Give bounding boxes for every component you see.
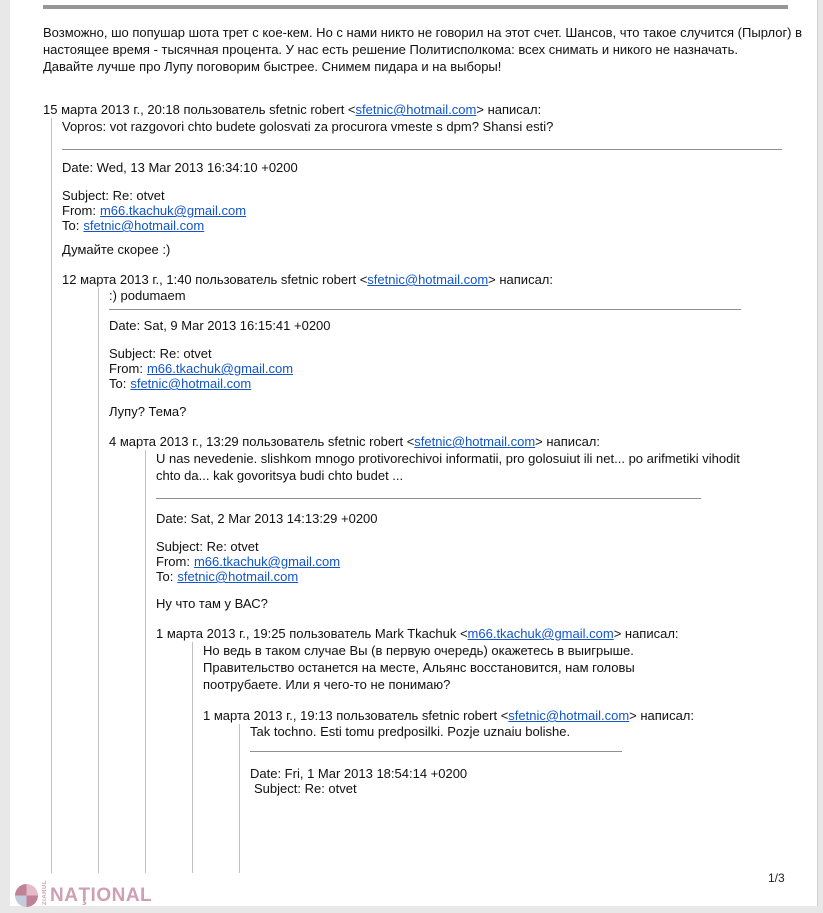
to-label: To: — [109, 376, 127, 391]
separator-rule — [62, 149, 782, 150]
quote-attribution-2 — [62, 271, 786, 288]
attribution-text: > написал: — [613, 626, 679, 641]
quoted-email-level-4 — [192, 642, 786, 873]
separator-rule — [109, 309, 741, 310]
separator-rule — [156, 498, 701, 499]
logo-vertical-text: ZIARUL — [42, 880, 48, 905]
quoted-text: Tak tochno. Esti tomu predposilki. Pozje uznaiu bolishe. — [250, 724, 571, 739]
quoted-text: :) podumaem — [109, 288, 186, 303]
attribution-text: 12 марта 2013 г., 1:40 пользователь sfetnic robert < — [62, 272, 368, 287]
message-text: Думайте скорее :) — [62, 242, 171, 257]
date-line: Date: Sat, 2 Mar 2013 14:13:29 +0200 — [156, 511, 378, 526]
quoted-text: поотрубаете. Или я чего-то не понимаю? — [203, 677, 451, 692]
quoted-text: Правительство останется на месте, Альянс восстановится, нам головы — [203, 660, 635, 675]
from-line — [109, 361, 786, 376]
date-line: Date: Fri, 1 Mar 2013 18:54:14 +0200 — [250, 766, 468, 781]
subject-line: Subject: Re: otvet — [109, 346, 212, 361]
subject-line: Subject: Re: otvet — [254, 781, 357, 796]
attribution-text: 1 марта 2013 г., 19:25 пользователь Mark Tkachuk < — [156, 626, 468, 641]
email-link[interactable]: sfetnic@hotmail.com — [414, 434, 536, 449]
attribution-text: 4 марта 2013 г., 13:29 пользователь sfetnic robert < — [109, 434, 415, 449]
national-logo — [15, 880, 153, 907]
logo-pie-icon — [15, 884, 38, 907]
email-body-paragraph — [43, 24, 803, 75]
email-link[interactable]: m66.tkachuk@gmail.com — [99, 203, 247, 218]
attribution-text: 1 марта 2013 г., 19:13 пользователь sfetnic robert < — [203, 708, 509, 723]
email-link[interactable]: sfetnic@hotmail.com — [83, 218, 205, 233]
quoted-email-level-3 — [145, 450, 786, 873]
email-link[interactable]: m66.tkachuk@gmail.com — [193, 554, 341, 569]
email-link[interactable]: sfetnic@hotmail.com — [367, 272, 489, 287]
email-link[interactable]: sfetnic@hotmail.com — [130, 376, 252, 391]
quoted-email-level-2 — [98, 288, 786, 873]
attribution-text: 15 марта 2013 г., 20:18 пользователь sfetnic robert < — [43, 102, 356, 117]
quote-attribution-1 — [43, 101, 786, 118]
from-line — [156, 554, 786, 569]
to-line — [109, 376, 786, 391]
logo-wordmark: NAŢIONAL — [50, 884, 153, 906]
clipped-content-spacer — [250, 796, 786, 873]
quoted-text: chto da... kak govoritsya budi chto budet ... — [156, 468, 404, 483]
quoted-text: Vopros: vot razgovori chto budete golosvati za procurora vmeste s dpm? Shansi esti? — [62, 119, 554, 134]
email-link[interactable]: sfetnic@hotmail.com — [355, 102, 477, 117]
quoted-text: Но ведь в таком случае Вы (в первую очередь) окажетесь в выигрыше. — [203, 643, 634, 658]
from-label: From: — [156, 554, 190, 569]
to-line — [156, 569, 786, 584]
body-line: Возможно, шо попушар шота трет с кое-кем. Но с нами никто не говорил на этот счет. Шансов, что такое случится (Пырлог) в — [43, 25, 803, 40]
attribution-text: > написал: — [488, 272, 553, 287]
email-thread — [10, 0, 817, 873]
quoted-text: U nas nevedenie. slishkom mnogo protivorechivoi informatii, pro golosuiut ili net... po arifmetiki vihodit — [156, 451, 740, 466]
email-link[interactable]: sfetnic@hotmail.com — [177, 569, 299, 584]
to-label: To: — [156, 569, 174, 584]
from-line — [62, 203, 786, 218]
message-text: Лупу? Тема? — [109, 404, 187, 419]
email-link[interactable]: m66.tkachuk@gmail.com — [146, 361, 294, 376]
quote-attribution-5 — [203, 707, 786, 724]
to-label: To: — [62, 218, 80, 233]
subject-line: Subject: Re: otvet — [156, 539, 259, 554]
email-link[interactable]: m66.tkachuk@gmail.com — [467, 626, 614, 641]
email-link[interactable]: sfetnic@hotmail.com — [508, 708, 630, 723]
date-line: Date: Wed, 13 Mar 2013 16:34:10 +0200 — [62, 160, 298, 175]
body-line: настоящее время - тысячная процента. У нас есть решение Политисполкома: всех снимать и никого не назначать. — [43, 42, 738, 57]
subject-line: Subject: Re: otvet — [62, 188, 165, 203]
quote-attribution-4 — [156, 625, 786, 642]
separator-rule — [250, 751, 622, 752]
document-page — [10, 0, 818, 906]
body-line: Давайте лучше про Лупу поговорим быстрее. Снимем пидара и на выборы! — [43, 59, 502, 74]
message-text: Ну что там у ВАС? — [156, 596, 268, 611]
from-label: From: — [62, 203, 96, 218]
from-label: From: — [109, 361, 143, 376]
page-number: 1/3 — [768, 871, 785, 885]
quoted-email-level-1 — [51, 118, 786, 873]
attribution-text: > написал: — [629, 708, 694, 723]
attribution-text: > написал: — [476, 102, 542, 117]
to-line — [62, 218, 786, 233]
quoted-email-level-5 — [239, 724, 786, 873]
attribution-text: > написал: — [535, 434, 600, 449]
quote-attribution-3 — [109, 433, 786, 450]
date-line: Date: Sat, 9 Mar 2013 16:15:41 +0200 — [109, 318, 331, 333]
